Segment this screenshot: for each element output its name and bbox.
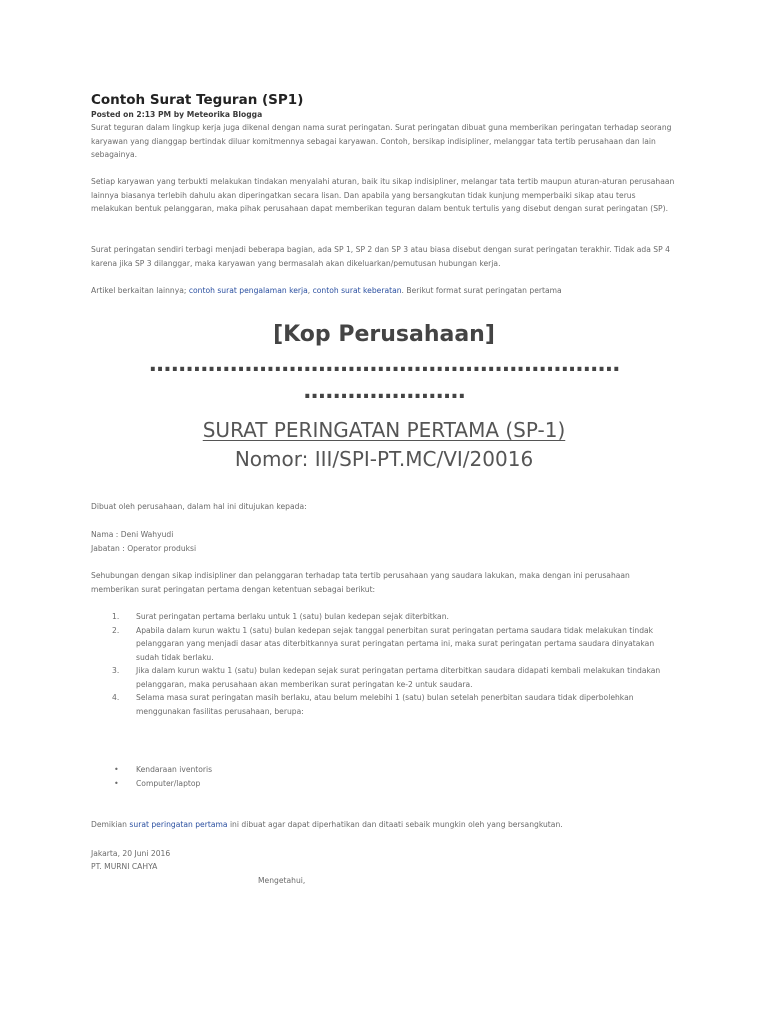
closing-link-surat-peringatan[interactable]: surat peringatan pertama: [129, 820, 228, 829]
related-separator: ,: [307, 286, 313, 295]
letter-date: Jakarta, 20 Juni 2016: [91, 849, 171, 858]
post-title: Contoh Surat Teguran (SP1): [91, 92, 304, 108]
list-item: [91, 763, 212, 777]
list-item-text: Selama masa surat peringatan masih berlaku, atau belum melebihi 1 (satu) bulan setelah penerbitan saudara tidak diperbolehkan menggunakan fasilitas perusahaan, berupa:: [136, 693, 634, 716]
letter-title-text: SURAT PERINGATAN PERTAMA (SP-1): [202, 418, 566, 442]
list-item-number: 3.: [112, 666, 120, 675]
bullet-icon: •: [114, 765, 119, 774]
recipient-position: Jabatan : Operator produksi: [91, 544, 197, 553]
letter-number: Nomor: III/SPI-PT.MC/VI/20016: [234, 447, 534, 471]
facilities-list: [91, 763, 212, 790]
list-item-text: Jika dalam kurun waktu 1 (satu) bulan kedepan sejak surat peringatan pertama diterbitkan saudara didapati kembali melakukan tindakan pelanggaran, maka perusahaan akan memberikan surat peringatan ke-2 untuk saudara.: [136, 666, 661, 689]
list-item: [91, 691, 677, 718]
intro-paragraph-1: Surat teguran dalam lingkup kerja juga dikenal dengan nama surat peringatan. Surat peringatan dibuat guna memberikan peringatan terhadap seorang karyawan yang dianggap bertindak diluar komitmennya sebagai karyawan. Contoh, bersikap indisipliner, melanggar tata tertib perusahaan dan lain sebagainya.: [91, 123, 672, 159]
letter-body: Sehubungan dengan sikap indisipliner dan pelanggaran terhadap tata tertib perusahaan yang saudara lakukan, maka dengan ini perusahaan memberikan surat peringatan pertama dengan ketentuan sebagai berikut:: [91, 571, 630, 594]
closing-paragraph: [91, 818, 677, 832]
list-item: [91, 777, 212, 791]
list-item-text: Kendaraan iventoris: [136, 765, 213, 774]
list-item: [91, 610, 677, 624]
acknowledged-label: Mengetahui,: [258, 876, 306, 885]
terms-list: [91, 610, 677, 718]
related-link-surat-keberatan[interactable]: contoh surat keberatan: [312, 286, 402, 295]
related-suffix: . Berikut format surat peringatan pertama: [401, 286, 562, 295]
list-item-text: Computer/laptop: [136, 778, 201, 788]
related-prefix: Artikel berkaitan lainnya;: [91, 286, 189, 295]
list-item-text: Surat peringatan pertama berlaku untuk 1 (satu) bulan kedepan sejak diterbitkan.: [136, 612, 449, 621]
related-articles: [91, 284, 677, 298]
company-name: PT. MURNI CAHYA: [91, 862, 158, 871]
list-item-number: 1.: [112, 612, 120, 621]
closing-suffix: ini dibuat agar dapat diperhatikan dan ditaati sebaik mungkin oleh yang bersangkutan.: [227, 820, 563, 829]
list-item: [91, 624, 677, 665]
intro-paragraph-2: Setiap karyawan yang terbukti melakukan tindakan menyalahi aturan, baik itu sikap indisipliner, melangar tata tertib maupun aturan-aturan perusahaan lainnya biasanya terlebih dahulu akan diperingatkan secara lisan. Dan apabila yang bersangkutan tidak kunjung memperbaiki sikap atau terus melakukan bentuk pelanggaran, maka pihak perusahaan dapat memberikan teguran dalam bentuk tertulis yang disebut dengan surat peringatan (SP).: [91, 177, 675, 213]
post-meta: Posted on 2:13 PM by Meteorika Blogga: [91, 110, 263, 119]
list-item-text: Apabila dalam kurun waktu 1 (satu) bulan kedepan sejak tanggal penerbitan surat peringatan pertama saudara tidak melakukan tindak pelanggaran yang menjadi dasar atas diterbitkannya surat peringatan pertama ini, maka surat peringatan pertama saudara dinyatakan sudah tidak berlaku.: [136, 625, 655, 662]
closing-prefix: Demikian: [91, 820, 130, 829]
dotted-separator-2: ......................: [303, 379, 465, 404]
recipient-name: Nama : Deni Wahyudi: [91, 530, 174, 539]
list-item-number: 4.: [112, 693, 120, 702]
related-link-pengalaman-kerja[interactable]: contoh surat pengalaman kerja: [188, 286, 308, 295]
letter-title: [91, 418, 677, 442]
bullet-icon: •: [114, 778, 119, 788]
letterhead-placeholder: [Kop Perusahaan]: [273, 322, 495, 347]
list-item-number: 2.: [112, 625, 120, 635]
intro-paragraph-3: Surat peringatan sendiri terbagi menjadi beberapa bagian, ada SP 1, SP 2 dan SP 3 atau biasa disebut dengan surat peringatan terakhir. Tidak ada SP 4 karena jika SP 3 dilanggar, maka karyawan yang bermasalah akan dikeluarkan/pemutusan hubungan kerja.: [91, 245, 670, 268]
addressed-to: Dibuat oleh perusahaan, dalam hal ini ditujukan kepada:: [91, 502, 307, 511]
list-item: [91, 664, 677, 691]
dotted-separator-1: ................................................................: [148, 352, 620, 377]
